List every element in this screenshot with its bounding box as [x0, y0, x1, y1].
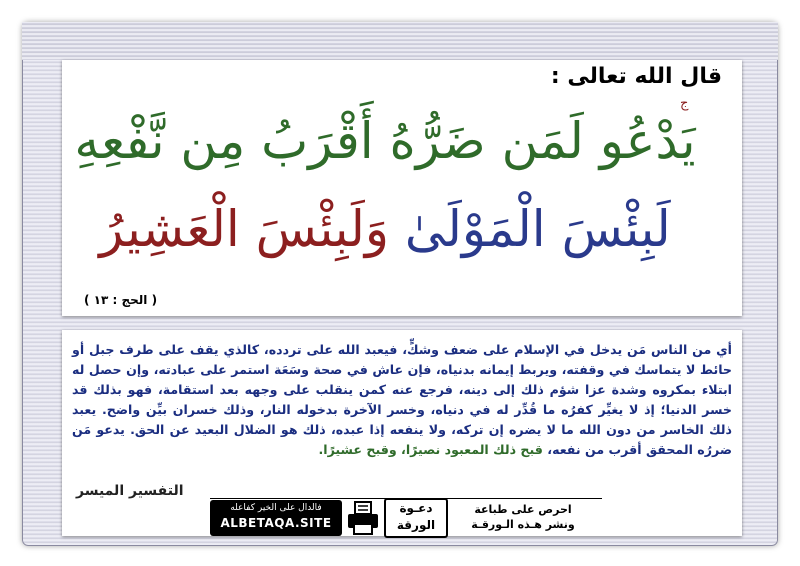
verse-line-2-part-1: لَبِئْسَ الْمَوْلَىٰ	[404, 200, 671, 258]
verse-line-2	[70, 200, 700, 258]
tafsir-source: التفسير الميسر	[76, 483, 184, 499]
tafsir-part-2: قبح ذلك المعبود نصيرًا، وقبح عشيرًا.	[318, 442, 543, 457]
brand-logo-line-1: دعـوة	[399, 501, 433, 515]
tafsir-text	[72, 340, 732, 460]
site-box	[210, 500, 342, 536]
cta-line-1: احرص على طباعة	[474, 503, 572, 516]
tafsir-part-1: أي من الناس مَن يدخل في الإسلام على ضعف وشكٍّ، فيعبد الله على تردده، كالذي يقف على طرف جبل أو حائط لا يتماسك في وقفته، ويربط إيمانه بدنياه، فإن عاش في صحة وسَعَة استمر على عبادته، وإن حصل له ابتلاء بمكروه وشدة عزا شؤم ذلك إلى دينه، فرجع عنه كمن ينقلب على وجهه بعد استقامة، فهو بذلك قد خسر الدنيا؛ إذ لا يغيِّر كفرُه ما قُدِّر له في دنياه، وخسر الآخرة بدخوله النار، وذلك خسران بيِّن واضح. يعبد ذلك الخاسر من دون الله ما لا يضره إن تركه، ولا ينفعه إذا عبده، ذلك هو الضلال البعيد عن الحق. يدعو مَن ضررُه المحقق أقرب من نفعه،	[72, 342, 732, 457]
verse-reference: ( الحج : ١٣ )	[84, 293, 158, 307]
hadith-text: فالدال على الخير كفاعله	[230, 503, 322, 513]
site-link[interactable]: ALBETAQA.SITE	[220, 516, 332, 530]
brand-logo-line-2: الورقة	[396, 518, 436, 532]
brand-logo	[384, 498, 448, 538]
frame-top-band	[22, 22, 778, 60]
print-cta	[458, 502, 588, 532]
printer-icon	[346, 500, 380, 536]
verse-line-2-part-2: وَلَبِئْسَ الْعَشِيرُ	[99, 200, 389, 258]
waqf-mark: ج	[680, 96, 689, 111]
verse-line-1: يَدْعُو لَمَن ضَرُّهُ أَقْرَبُ مِن نَّفْعِهِ	[74, 112, 696, 170]
cta-line-2: ونشر هـذه الـورقـة	[471, 518, 575, 531]
intro-heading: قال الله تعالى :	[550, 64, 722, 89]
verse-panel	[62, 60, 742, 316]
